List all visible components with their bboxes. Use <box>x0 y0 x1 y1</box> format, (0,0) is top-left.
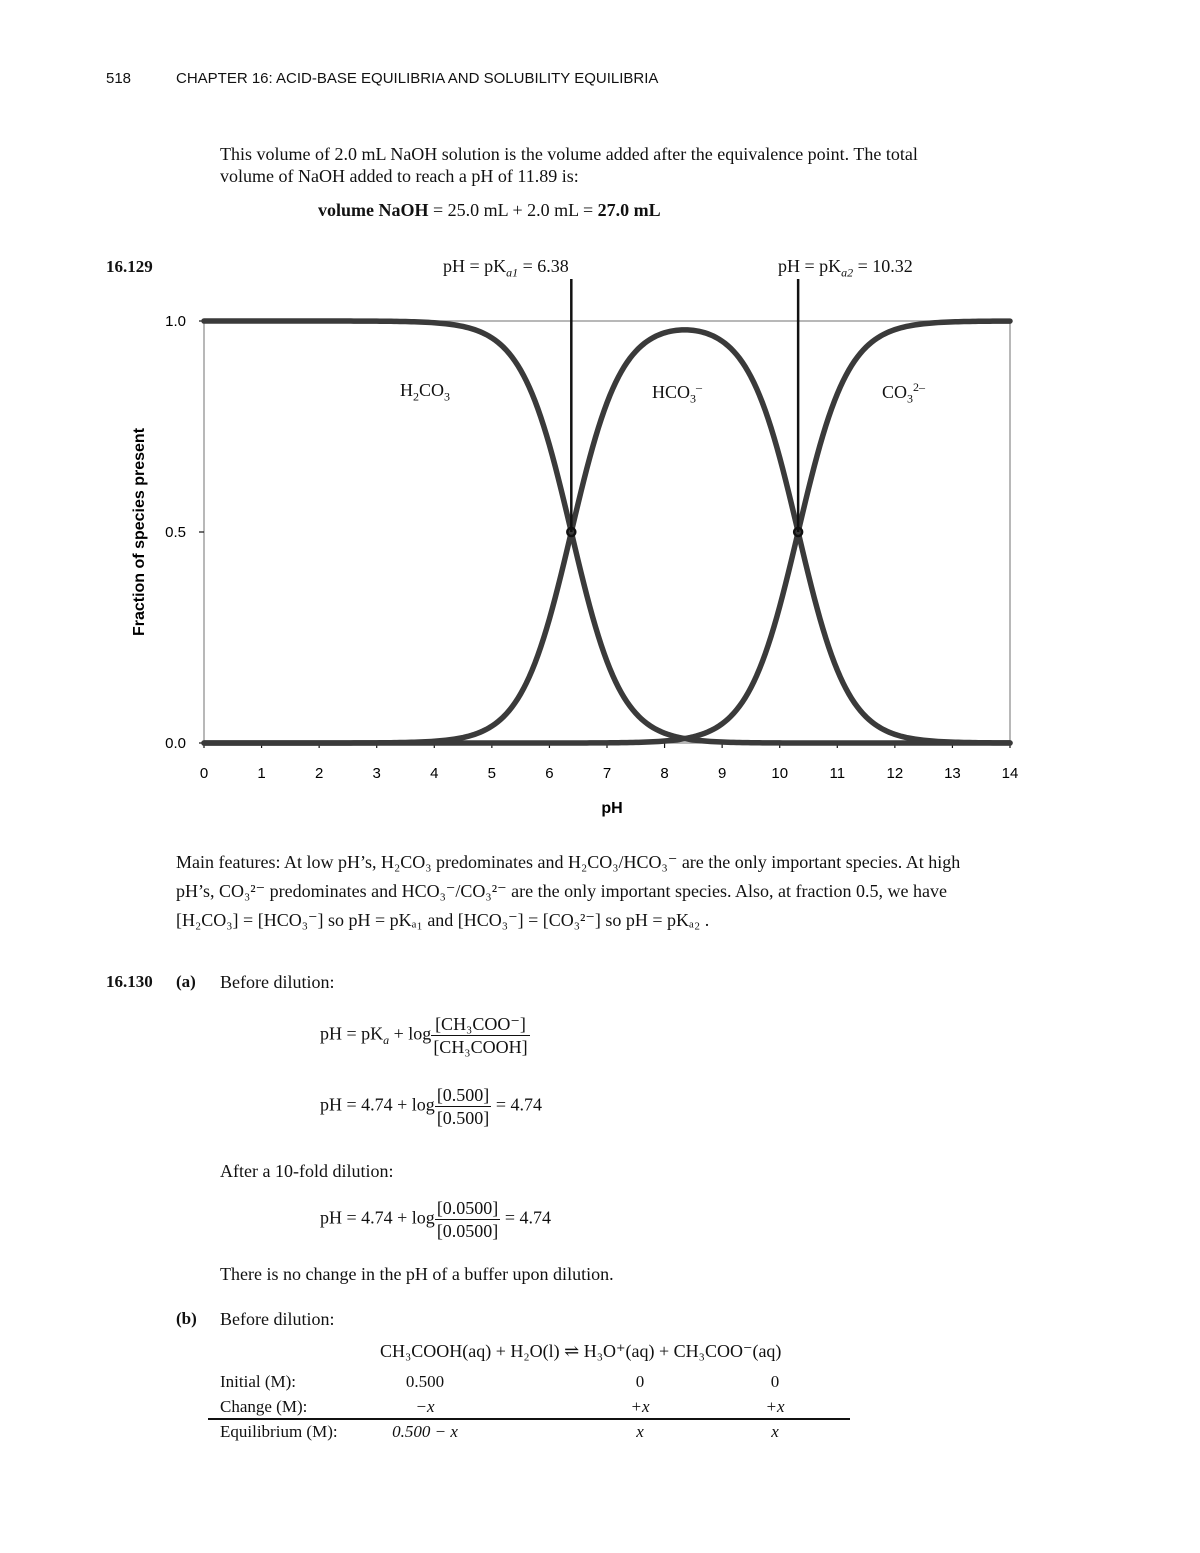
series-label-hco3 <box>652 380 702 407</box>
x-tick-label: 6 <box>545 765 554 782</box>
h2co3-label-mid: CO <box>419 380 445 400</box>
eq2-left: pH = 4.74 + log <box>320 1094 435 1115</box>
y-tick-label: 1.0 <box>165 313 186 330</box>
volume-equation <box>318 200 661 221</box>
pka1-sub: a1 <box>506 265 519 280</box>
ice-row-label: Change (M): <box>220 1397 308 1416</box>
features-line-3: [H₂CO₃] = [HCO₃⁻] so pH = pKₐ₁ and [HCO₃⁻] = [CO₃²⁻] so pH = pKₐ₂ . <box>176 910 710 930</box>
ice-cell: 0.500 − x <box>392 1422 458 1441</box>
volume-eq-result: 27.0 mL <box>597 200 661 220</box>
ice-row-label: Equilibrium (M): <box>220 1422 338 1441</box>
ice-cell: x <box>636 1422 644 1441</box>
ph-equation-before <box>320 1084 542 1129</box>
ice-row-label: Initial (M): <box>220 1372 297 1391</box>
ice-cell: 0 <box>770 1372 780 1391</box>
x-tick-label: 4 <box>430 765 439 782</box>
x-tick-label: 7 <box>602 765 612 782</box>
eq2-denominator: [0.500] <box>436 1108 490 1128</box>
pka1-prefix: pH = pK <box>443 256 507 276</box>
h2co3-label-main: H <box>400 380 413 400</box>
ice-cell: −x <box>415 1397 435 1416</box>
eq1-numerator: [CH₃COO⁻] <box>431 1013 529 1036</box>
pka2-sub: a2 <box>841 265 854 280</box>
eq2-fraction <box>435 1084 492 1129</box>
intro-line-2: volume of NaOH added to reach a pH of 11.89 is: <box>220 166 579 186</box>
volume-eq-label: volume NaOH <box>318 200 429 220</box>
co3-label-sub: 3 <box>907 391 914 406</box>
y-tick-label: 0.0 <box>165 735 186 752</box>
pka1-value: = 6.38 <box>522 256 569 276</box>
eq1-fraction <box>431 1013 529 1058</box>
eq3-fraction <box>435 1197 501 1242</box>
volume-eq-mid: = 25.0 mL + 2.0 mL = <box>433 200 594 220</box>
x-tick-label: 12 <box>886 765 904 782</box>
eq2-numerator: [0.500] <box>436 1085 490 1105</box>
x-tick-label: 5 <box>487 765 497 782</box>
part-b-label: (b) <box>176 1309 197 1328</box>
x-tick-label: 11 <box>829 765 846 782</box>
x-tick-label: 0 <box>199 765 209 782</box>
intro-line-1: This volume of 2.0 mL NaOH solution is the volume added after the equivalence point. The total <box>220 144 918 164</box>
x-tick-label: 13 <box>944 765 961 782</box>
acetic-acid-reaction: CH₃COOH(aq) + H₂O(l) ⇌ H₃O⁺(aq) + CH₃COO⁻(aq) <box>380 1341 782 1361</box>
page-number: 518 <box>106 70 132 87</box>
co3-label-sup: 2– <box>913 380 926 394</box>
eq3-denominator: [0.0500] <box>436 1221 499 1241</box>
y-axis-title: Fraction of species present <box>131 427 148 637</box>
x-tick-label: 1 <box>257 765 266 782</box>
eq3-right: = 4.74 <box>504 1207 551 1228</box>
before-dilution-b: Before dilution: <box>220 1309 335 1329</box>
x-tick-label: 8 <box>660 765 669 782</box>
speciation-chart <box>100 270 1050 830</box>
x-tick-label: 10 <box>771 765 789 782</box>
ice-row <box>220 1372 850 1396</box>
eq3-left: pH = 4.74 + log <box>320 1207 435 1228</box>
x-axis-title: pH <box>601 800 623 817</box>
eq1-denominator: [CH₃COOH] <box>433 1037 528 1057</box>
eq1-plus-log: + log <box>389 1023 432 1044</box>
h2co3-label-sub1: 2 <box>413 389 419 404</box>
chapter-header: CHAPTER 16: ACID-BASE EQUILIBRIA AND SOLUBILITY EQUILIBRIA <box>176 70 659 87</box>
intro-paragraph <box>220 140 1100 191</box>
part-a-label: (a) <box>176 972 196 991</box>
eq2-right: = 4.74 <box>495 1094 542 1115</box>
x-tick-label: 9 <box>717 765 727 782</box>
ice-cell: 0.500 <box>405 1372 445 1391</box>
ice-row <box>220 1422 850 1446</box>
features-line-2: pH’s, CO₃²⁻ predominates and HCO₃⁻/CO₃²⁻ are the only important species. Also, at fraction 0.5, we have <box>176 881 947 901</box>
eq3-numerator: [0.0500] <box>436 1198 499 1218</box>
pka2-prefix: pH = pK <box>778 256 842 276</box>
hco3-label-sup: – <box>696 380 703 394</box>
hco3-label-main: HCO <box>652 382 691 402</box>
eq1-left: pH = pK <box>320 1023 384 1044</box>
series-label-co3 <box>882 380 925 407</box>
before-dilution-a: Before dilution: <box>220 972 335 992</box>
x-tick-label: 14 <box>1001 765 1019 782</box>
no-change-statement: There is no change in the pH of a buffer upon dilution. <box>220 1264 614 1284</box>
pka2-value: = 10.32 <box>857 256 913 276</box>
y-tick-label: 0.5 <box>165 524 186 541</box>
x-tick-label: 3 <box>372 765 381 782</box>
ice-cell: 0 <box>635 1372 645 1391</box>
ice-table-rule <box>208 1418 850 1420</box>
features-line-1: Main features: At low pH’s, H₂CO₃ predominates and H₂CO₃/HCO₃⁻ are the only important species. At high <box>176 852 961 872</box>
ice-cell: +x <box>630 1397 650 1416</box>
henderson-equation <box>320 1013 530 1058</box>
after-dilution-label: After a 10-fold dilution: <box>220 1161 394 1181</box>
ph-equation-after <box>320 1197 551 1242</box>
h2co3-label-sub2: 3 <box>444 389 451 404</box>
hco3-label-sub: 3 <box>690 391 697 406</box>
eq1-sub: a <box>383 1033 390 1048</box>
series-label-h2co3 <box>400 380 450 405</box>
problem-number-129: 16.129 <box>106 257 153 276</box>
ice-cell: +x <box>765 1397 785 1416</box>
co3-label-main: CO <box>882 382 908 402</box>
x-tick-label: 2 <box>314 765 324 782</box>
features-paragraph <box>176 848 1056 935</box>
ice-cell: x <box>771 1422 779 1441</box>
problem-number-130: 16.130 <box>106 972 153 991</box>
